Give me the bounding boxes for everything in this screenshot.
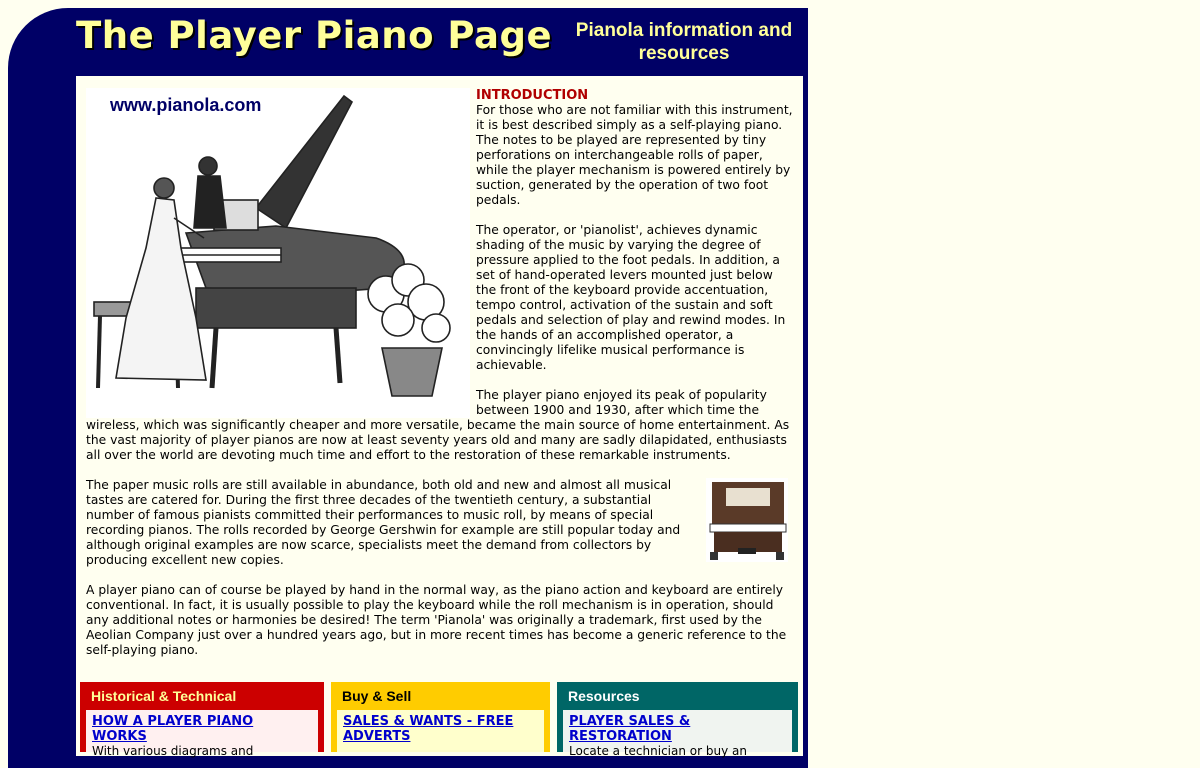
panel-body: [86, 710, 318, 758]
player-sales-restoration-link[interactable]: PLAYER SALES & RESTORATION: [569, 714, 691, 744]
intro-paragraph: The paper music rolls are still available in abundance, both old and new and almost all musical tastes are catered for. During the first three decades of the twentieth century, a substantial number of famous pianists committed their performances to music roll, by means of special recording pianos. The rolls recorded by George Gershwin for example are still popular today and although original examples are now scarce, specialists meet the demand from collectors by producing excellent new copies.: [86, 478, 681, 567]
panel-description: Locate a technician or buy an: [569, 744, 747, 758]
intro-paragraph: For those who are not familiar with this instrument, it is best described simply as a self-playing piano. The notes to be played are represented by tiny perforations on interchangeable rolls of paper, while the player mechanism is powered entirely by suction, generated by the operation of two foot pedals.: [476, 103, 793, 207]
panel-title: Resources: [568, 688, 640, 704]
panel-buy-sell: [331, 682, 550, 752]
player-piano-illustration-icon: [86, 88, 470, 418]
intro-paragraph: A player piano can of course be played by hand in the normal way, as the piano action and keyboard are entirely conventional. In fact, it is usually possible to play the keyboard while the roll mechanism is in operation, should any additional notes or harmonies be desired! The term 'Pianola' was originally a trademark, first used by the Aeolian Company just over a hundred years ago, but in more recent times has become a generic reference to the self-playing piano.: [86, 583, 787, 657]
panel-body: [337, 710, 544, 752]
site-title: The Player Piano Page: [76, 14, 553, 57]
panel-description: With various diagrams and: [92, 744, 254, 758]
hero-url: www.pianola.com: [110, 95, 262, 115]
panel-title: Historical & Technical: [91, 688, 237, 704]
article-text: [86, 88, 794, 673]
panel-resources: [557, 682, 798, 758]
hero-illustration: [86, 88, 470, 418]
intro-paragraph: The operator, or 'pianolist', achieves dynamic shading of the music by varying the degree of pressure applied to the foot pedals. In addition, a set of hand-operated levers mounted just below the front of the keyboard provide accentuation, tempo control, activation of the sustain and soft pedals and selection of play and rewind modes. In the hands of an accomplished operator, a convincingly lifelike musical performance is achievable.: [476, 223, 786, 372]
how-player-piano-works-link[interactable]: HOW A PLAYER PIANO WORKS: [92, 714, 254, 744]
site-tagline: Pianola information and resources: [575, 20, 793, 64]
panel-body: [563, 710, 792, 758]
intro-paragraph: The player piano enjoyed its peak of popularity between 1900 and 1930, after which time the wireless, which was significantly cheaper and more versatile, became the main source of home entertainment. As the vast majority of player pianos are now at least seventy years old and many are sadly dilapidated, enthusiasts all over the world are devoting much time and effort to the restoration of these remarkable instruments.: [86, 388, 790, 462]
upright-piano-icon: [706, 478, 788, 562]
upright-piano-image: [706, 478, 788, 562]
content-area: [76, 76, 803, 756]
sales-wants-link[interactable]: SALES & WANTS - FREE ADVERTS: [343, 714, 514, 744]
panel-historical-technical: [80, 682, 324, 758]
intro-heading: INTRODUCTION: [476, 88, 589, 103]
panel-title: Buy & Sell: [342, 688, 412, 704]
